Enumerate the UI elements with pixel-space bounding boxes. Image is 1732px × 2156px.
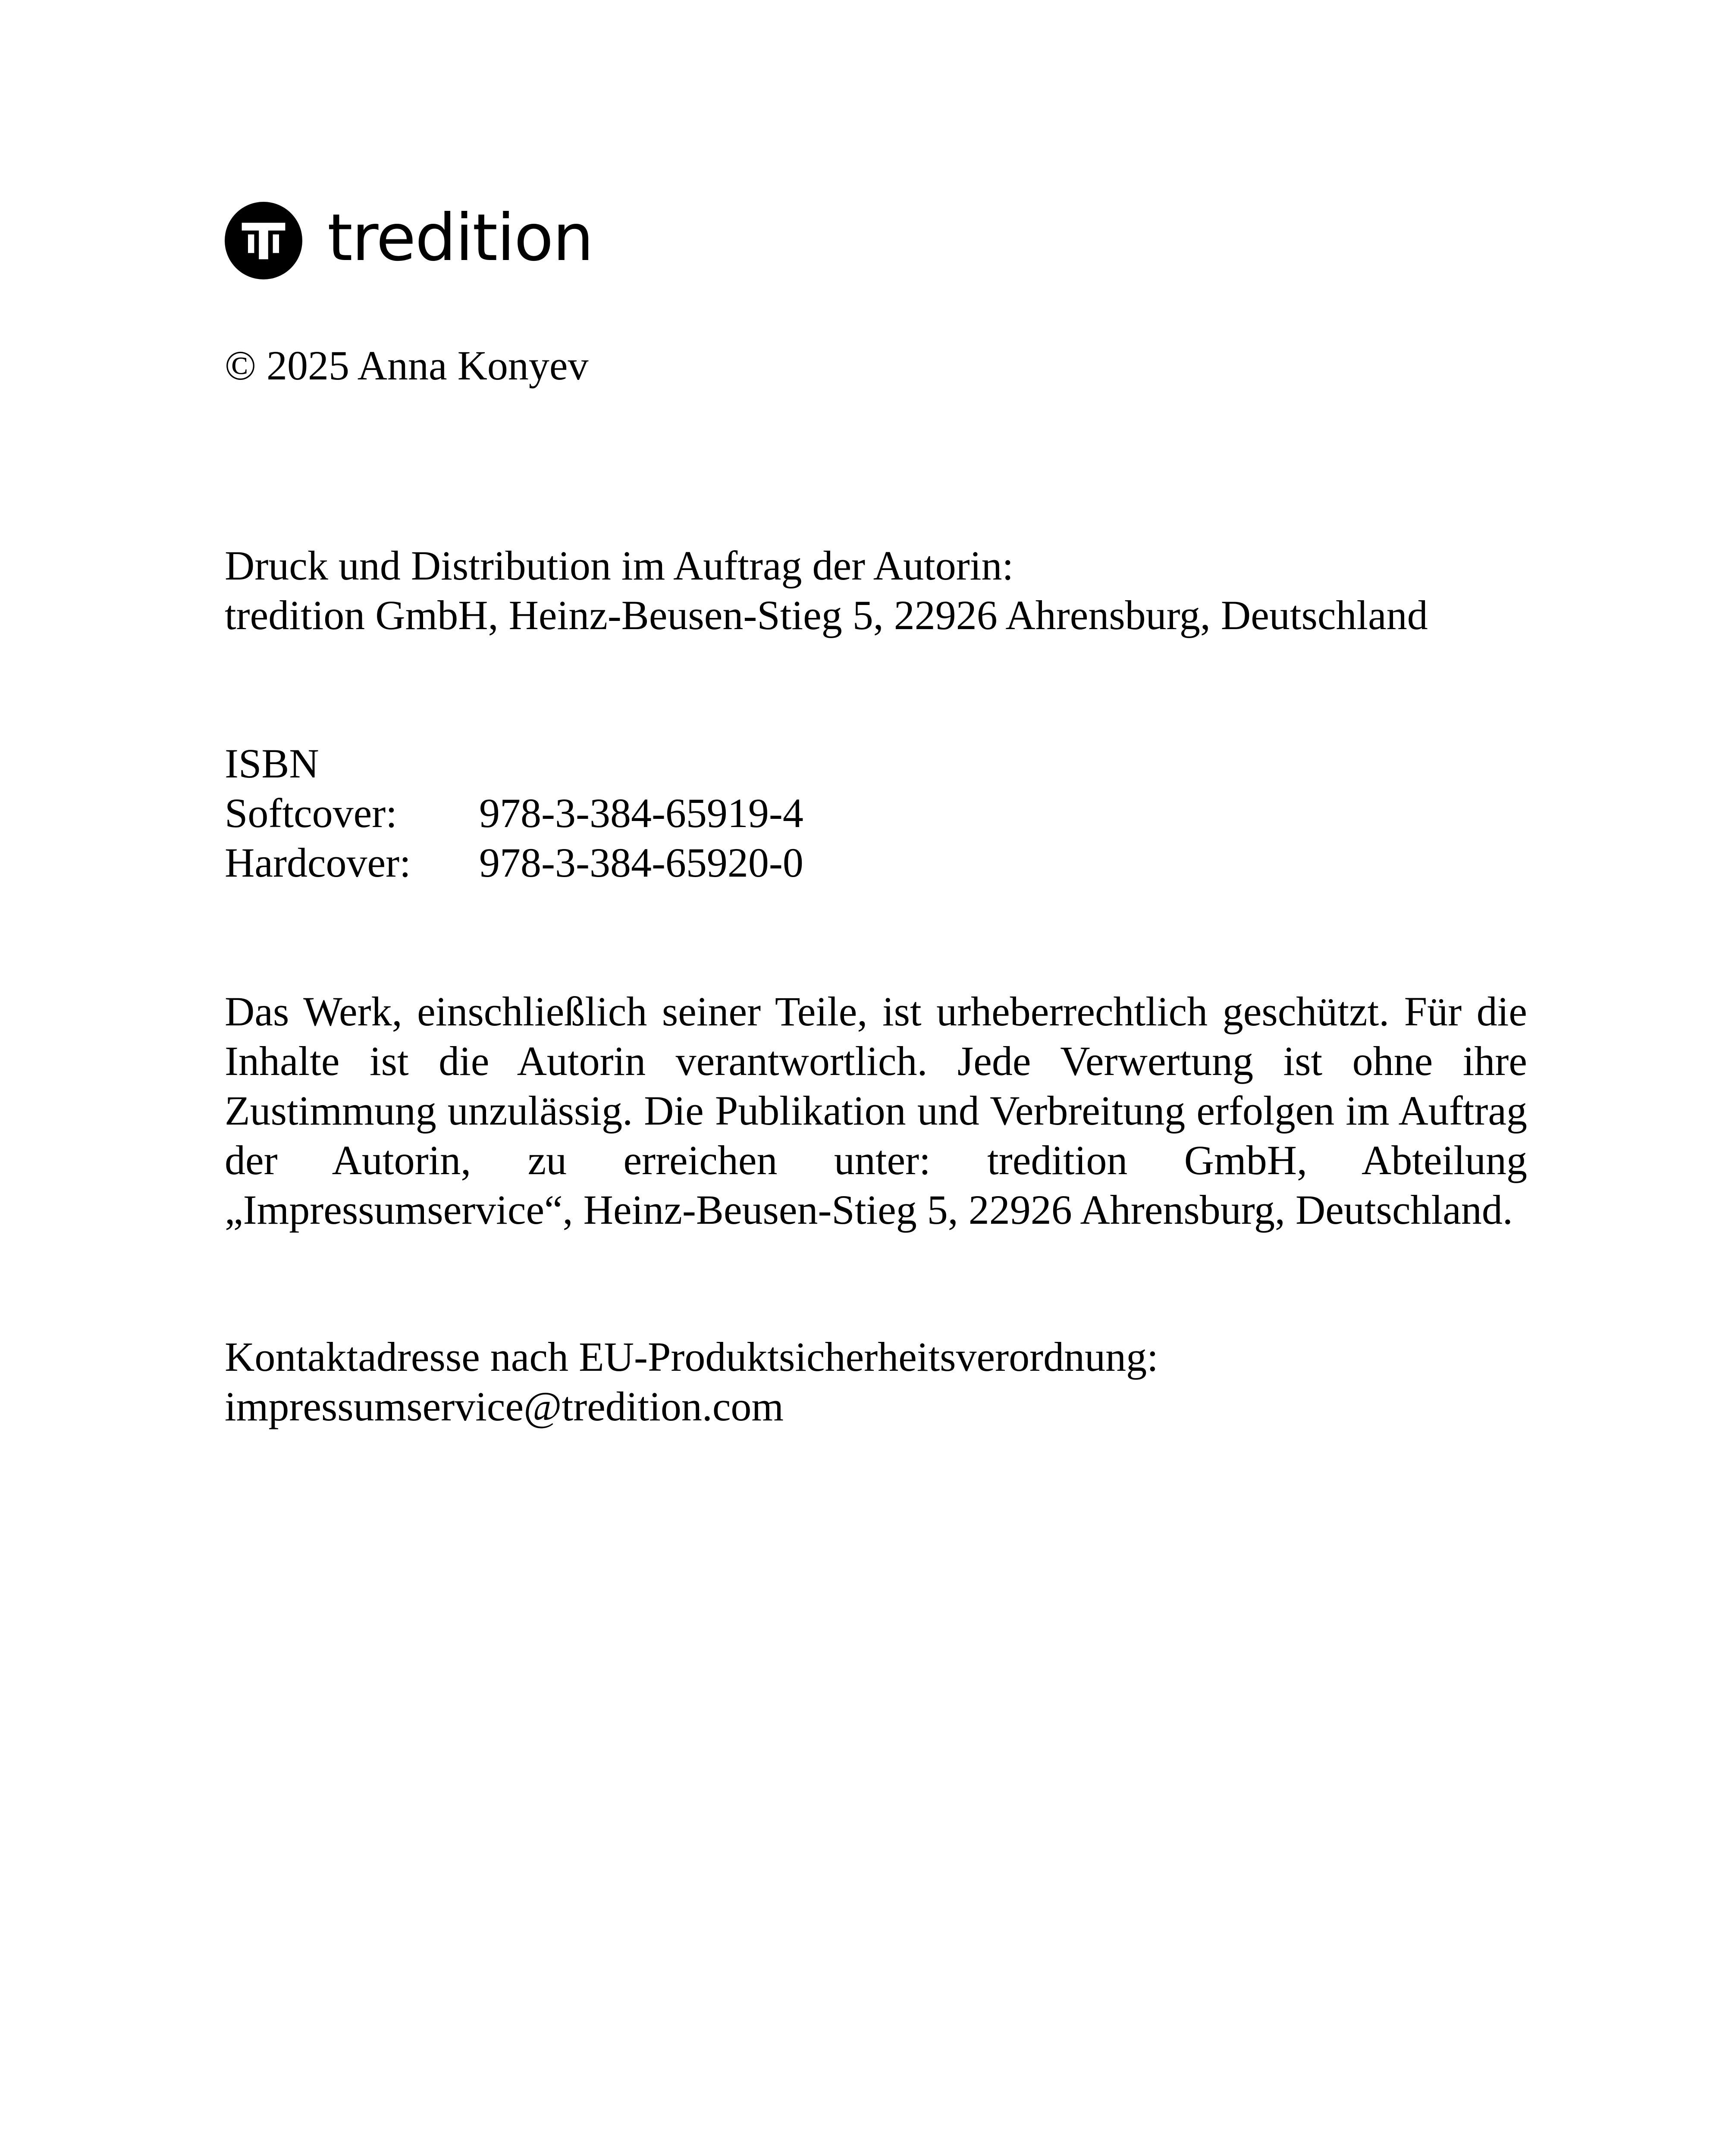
logo-wordmark: tredition — [327, 201, 593, 276]
publisher-logo — [225, 202, 593, 279]
contact-email: impressumservice@tredition.com — [225, 1383, 784, 1429]
tredition-logo-icon — [225, 202, 302, 279]
isbn-label: Softcover: — [225, 790, 397, 836]
print-distribution-heading: Druck und Distribution im Auftrag der Autorin: — [225, 542, 1014, 589]
print-distribution-section — [225, 541, 1527, 640]
legal-notice-section — [225, 987, 1527, 1235]
publisher-address: tredition GmbH, Heinz-Beusen-Stieg 5, 22926 Ahrensburg, Deutschland — [225, 592, 1428, 638]
isbn-label: Hardcover: — [225, 840, 411, 886]
isbn-section — [225, 739, 1527, 887]
contact-heading: Kontaktadresse nach EU-Produktsicherheitsverordnung: — [225, 1334, 1158, 1380]
copyright-line: © 2025 Anna Konyev — [225, 342, 589, 389]
isbn-heading: ISBN — [225, 740, 319, 787]
isbn-value: 978-3-384-65919-4 — [479, 790, 803, 836]
isbn-value: 978-3-384-65920-0 — [479, 840, 803, 886]
contact-section — [225, 1332, 1527, 1431]
copyright-section — [225, 341, 1527, 390]
legal-notice-paragraph: Das Werk, einschließlich seiner Teile, ist urheberrechtlich geschützt. Für die Inhalte ist die Autorin verantwortlich. Jede Verwertung ist ohne ihre Zustimmung unzulässig. Die Publikation und Verbreitung erfolgen im Auftrag der Autorin, zu erreichen unter: tredition GmbH, Abteilung „Impressumservice“, Heinz-Beusen-Stieg 5, 22926 Ahrensburg, Deutschland. — [225, 988, 1527, 1233]
isbn-row-hardcover — [225, 838, 1527, 887]
isbn-row-softcover — [225, 788, 1527, 838]
